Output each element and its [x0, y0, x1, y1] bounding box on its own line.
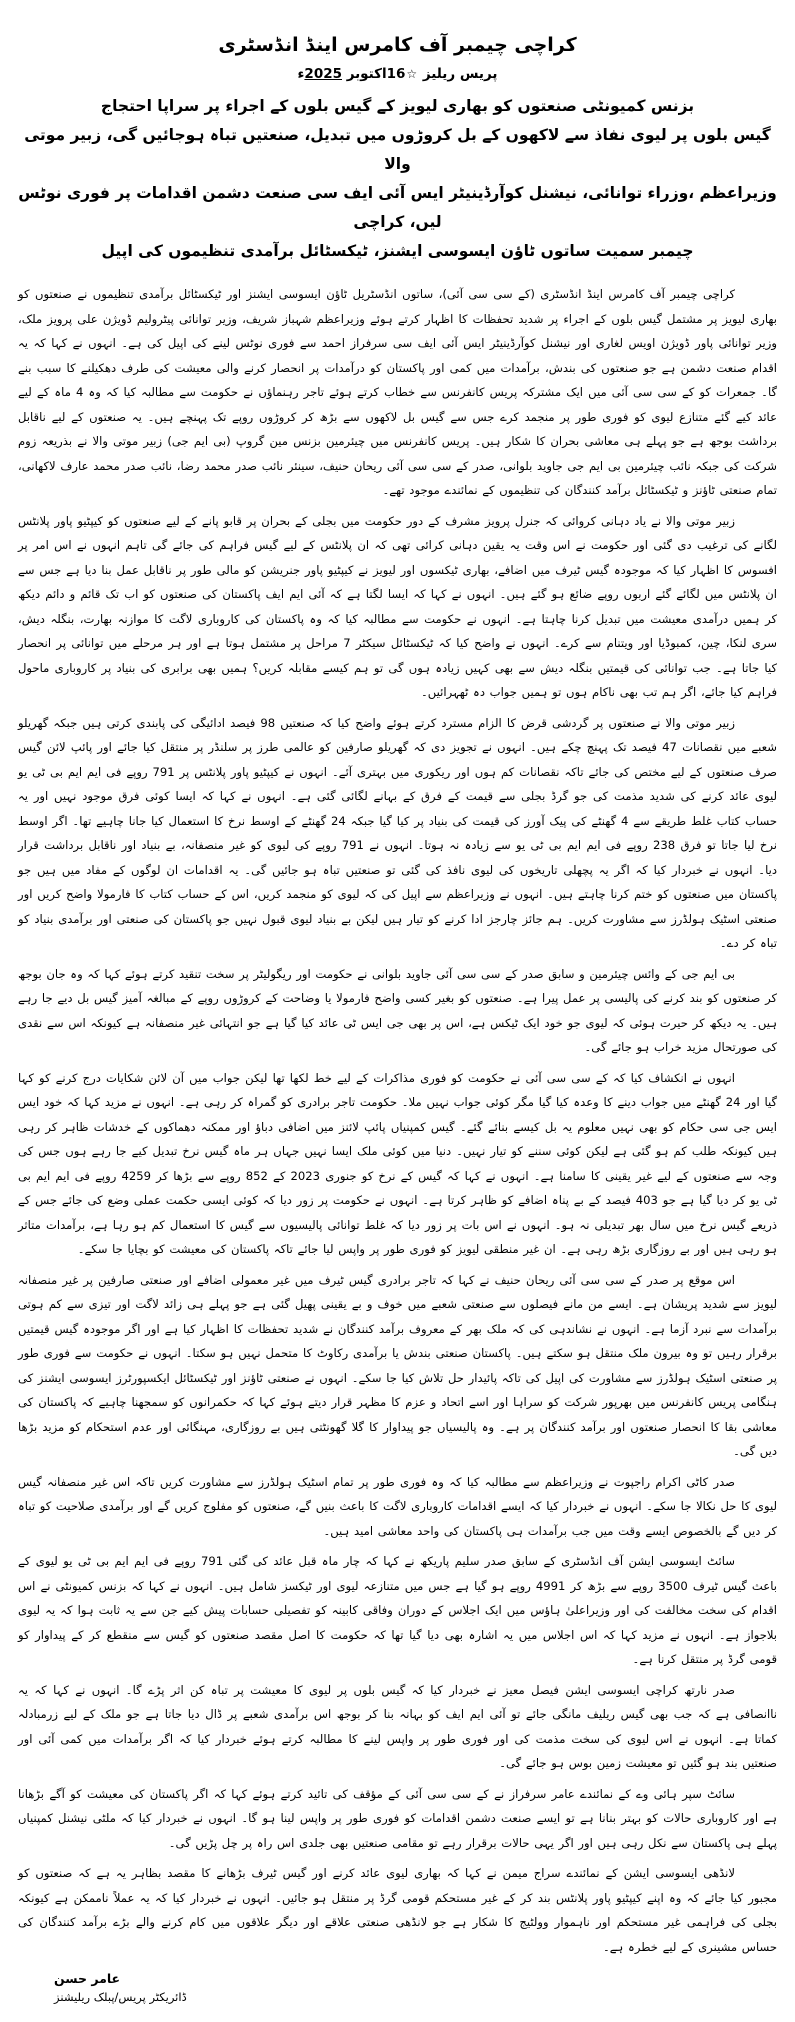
body-paragraph: زبیر موتی والا نے صنعتوں پر گردشی قرض کا الزام مسترد کرتے ہوئے واضح کیا کہ صنعتیں 98 فیصد ادائیگی کی پابندی کرتی ہیں جبکہ گھریلو شعبے میں نقصانات 47 فیصد تک پہنچ چکے ہیں۔ انہوں نے تجویز دی کہ گھریلو صارفین کو عالمی طرز پر سلنڈر پر منتقل کیا جائے اور پائپ لائن گیس صرف صنعتوں کے لیے مختص کی جائے تاکہ نقصانات کم ہوں اور ریکوری میں بہتری آئے۔ انہوں نے کیپٹیو پاور پلانٹس پر 791 روپے فی ایم ایم بی ٹی یو لیوی عائد کرنے کی شدید مذمت کی جو گرڈ بجلی سے قیمت کے فرق کے بہانے لگائی گئی ہے۔ انہوں نے کہا کہ ایسا کوئی فرق موجود نہیں اور یہ حساب کتاب غلط طریقے سے 4 گھنٹے کی پیک آورز کی قیمت کی بنیاد پر کیا گیا جبکہ 24 گھنٹے کے اوسط نرخ کا استعمال کیا جانا چاہیے تھا۔ اگر اوسط نرخ لیا جاتا تو فرق 238 روپے فی ایم ایم بی ٹی یو سے زیادہ نہ ہوتا۔ انہوں نے 791 روپے کی لیوی کو غیر منصفانہ، بے بنیاد اور ناقابل برداشت قرار دیا۔ انہوں نے خبردار کیا کہ اگر یہ پچھلی تاریخوں کی لیوی نافذ کی گئی تو صنعتیں تباہ ہو جائیں گی۔ یہ اقدامات ان لوگوں کے مفاد میں ہیں جو پاکستان میں صنعتوں کو ختم کرنا چاہتے ہیں۔ انہوں نے وزیراعظم سے اپیل کی کہ لیوی کو منجمد کریں، اس کے حساب کتاب کا فارمولا واضح کریں اور صنعتی اسٹیک ہولڈرز سے مشاورت کریں۔ ہم جائز چارجز ادا کرنے کو تیار ہیں لیکن بے بنیاد لیوی قبول نہیں جو پاکستان کی صنعتی اور برآمدی بنیاد کو تباہ کر دے۔: [18, 715, 777, 950]
release-date-line: [18, 66, 777, 82]
release-date: 16اکتوبر: [346, 66, 406, 82]
organization-title: کراچی چیمبر آف کامرس اینڈ انڈسٹری: [218, 34, 577, 56]
headline-line: بزنس کمیونٹی صنعتوں کو بھاری لیویز کے گیس بلوں کے اجراء پر سراپا احتجاج: [100, 97, 695, 115]
signatory-designation: ڈائریکٹر پریس/پبلک ریلیشنز: [54, 1990, 187, 2004]
body-paragraph: انہوں نے انکشاف کیا کہ کے سی سی آئی نے حکومت کو فوری مذاکرات کے لیے خط لکھا تھا لیکن جواب میں آن لائن شکایات درج کرنے کو کہا گیا اور 24 گھنٹے میں جواب دینے کا وعدہ کیا گیا مگر کوئی جواب نہیں ملا۔ حکومت تاجر برادری کو گمراہ کر رہی ہے۔ انہوں نے مزید کہا کہ خود ایس ایس جی سی حکام کو بھی نہیں معلوم یہ بل کیسے بنائے گئے۔ گیس کمپنیاں پائپ لائنز میں اضافی دباؤ اور ممکنہ دھماکوں کے خدشات ظاہر کر رہی ہیں کیونکہ طلب کم ہو گئی ہے لیکن کوئی سننے کو تیار نہیں۔ دنیا میں کوئی ملک ایسا نہیں جہاں ہر ماہ گیس نرخ تبدیل کیے جا رہے ہوں جس کی وجہ سے صنعتوں کے لیے غیر یقینی کا سامنا ہے۔ انہوں نے کہا کہ گیس کے نرخ کو جنوری 2023 کے 852 روپے سے بڑھا کر 4259 روپے فی ایم ایم بی ٹی یو کر دیا گیا ہے جو 403 فیصد کے بے پناہ اضافے کو ظاہر کرتا ہے۔ انہوں نے حکومت پر زور دیا کہ کوئی ایسی حکمت عملی وضع کی جائے جس کے ذریعے گیس نرخ میں سال بھر تبدیلی نہ ہو۔ انہوں نے اس بات پر زور دیا کہ غلط توانائی پالیسیوں سے گیس کا استعمال کم ہو رہا ہے، برآمدات متاثر ہو رہی ہیں اور بے روزگاری بڑھ رہی ہے۔ ان غیر منطقی لیویز کو فوری طور پر واپس لیا جائے تاکہ پاکستان کی معیشت کو بچایا جا سکے۔: [18, 1070, 778, 1256]
headline-block: [18, 92, 777, 266]
body-paragraph: سائٹ ایسوسی ایشن آف انڈسٹری کے سابق صدر سلیم پاریکھ نے کہا کہ چار ماہ قبل عائد کی گئی 791 روپے فی ایم ایم بی ٹی یو لیوی کے باعث گیس ٹیرف 3500 روپے سے بڑھ کر 4991 روپے ہو گیا ہے جس میں متنازعہ لیوی اور ٹیکسز شامل ہیں۔ انہوں نے کہا کہ بزنس کمیونٹی نے اس اقدام کی سخت مخالفت کی اور وزیراعلیٰ ہاؤس میں ایک اجلاس کے دوران وفاقی کابینہ کو تفصیلی حسابات پیش کیے جن سے یہ ثابت ہوا کہ یہ لیوی بلاجواز ہے۔ انہوں نے مزید کہا کہ اس اجلاس میں یہ اشارہ بھی دیا گیا تھا کہ حکومت کا اصل مقصد صنعتوں کو گیس سے منقطع کر کے پیداوار کو قومی گرڈ پر منتقل کرنا ہے۔: [18, 1554, 777, 1666]
article-body: [18, 282, 777, 1965]
body-paragraph: زبیر موتی والا نے یاد دہانی کروائی کہ جنرل پرویز مشرف کے دور حکومت میں بجلی کے بحران پر قابو پانے کے لیے صنعتوں کو کیپٹیو پاور پلانٹس لگانے کی ترغیب دی گئی اور حکومت نے اس وقت یہ یقین دہانی کرائی تھی کہ ان پلانٹس کے لیے گیس فراہم کی جائے گی تاہم انہوں نے اس امر پر افسوس کا اظہار کیا کہ موجودہ گیس ٹیرف میں اضافے، بھاری ٹیکسوں اور لیویز نے کیپٹیو پاور جنریشن کو مالی طور پر ناقابل عمل بنا دیا ہے جس سے ان پلانٹس میں لگائے گئے اربوں روپے ضائع ہو گئے ہیں۔ انہوں نے کہا کہ ایسا لگتا ہے کہ آئی ایم ایف پاکستان کی صنعتوں کو اب تک قائم و دائم دیکھ کر ہمیں درآمدی معیشت میں تبدیل کرنا چاہتا ہے۔ انہوں نے حکومت سے مطالبہ کیا کہ وہ پاکستان کی کاروباری لاگت کا موازنہ بھارت، بنگلہ دیش، سری لنکا، چین، کمبوڈیا اور ویتنام سے کرے۔ انہوں نے واضح کیا کہ ٹیکسٹائل سیکٹر 7 مراحل پر مشتمل ہوتا ہے اور ہر مرحلے میں توانائی پر انحصار کیا جاتا ہے۔ جب توانائی کی قیمتیں بنگلہ دیش سے بھی کہیں زیادہ ہوں گی تو ہم کیسے مقابلہ کریں؟ ہمیں بھی برابری کی بنیاد پر کاروباری ماحول فراہم کیا جائے، اگر ہم تب بھی ناکام ہوں تو ہمیں جواب دہ ٹھہرائیں۔: [18, 513, 777, 699]
body-paragraph: کراچی چیمبر آف کامرس اینڈ انڈسٹری (کے سی سی آئی)، ساتوں انڈسٹریل ٹاؤن ایسوسی ایشنز اور ٹیکسٹائل برآمدی تنظیموں نے صنعتوں کو بھاری لیویز پر مشتمل گیس بلوں کے اجراء پر شدید تحفظات کا اظہار کرتے ہوئے وزیراعظم شہباز شریف، وزیر توانائی پیٹرولیم ڈویژن علی پرویز ملک، وزیر توانائی پاور ڈویژن اویس لغاری اور نیشنل کوآرڈینیٹر ایس آئی ایف سی سرفراز احمد سے فوری نوٹس لینے کی اپیل کی ہے۔ انہوں نے کہا کہ یہ اقدام صنعت دشمن ہے جو صنعتوں کی بندش، برآمدات میں کمی اور پاکستان کو درآمدات پر انحصار کرنے والی معیشت کی طرف دھکیلنے کا سبب بنے گا۔ جمعرات کو کے سی سی آئی میں ایک مشترکہ پریس کانفرنس سے خطاب کرتے ہوئے تاجر رہنماؤں نے حکومت سے مطالبہ کیا کہ وہ 4 ماہ کے لیے عائد کیے گئے متنازع لیوی کو فوری طور پر منجمد کرے جس سے گیس بل لاکھوں سے بڑھ کر کروڑوں روپے تک پہنچے ہیں۔ یہ صنعتوں کے لیے ناقابل برداشت بوجھ ہے جو پہلے ہی معاشی بحران کا شکار ہیں۔ پریس کانفرنس میں چیئرمین بزنس مین گروپ (بی ایم جی) زبیر موتی والا نے بذریعہ زوم شرکت کی جبکہ نائب چیئرمین بی ایم جی جاوید بلوانی، صدر کے سی سی آئی ریحان حنیف، سینئر نائب صدر محمد رضا، نائب صدر محمد عارف لاکھانی، تمام صنعتی ٹاؤنز و ٹیکسٹائل برآمد کنندگان کی تنظیموں کے نمائندے موجود تھے۔: [18, 287, 777, 497]
era-mark: ء: [297, 66, 305, 82]
body-paragraph: بی ایم جی کے وائس چیئرمین و سابق صدر کے سی سی آئی جاوید بلوانی نے حکومت اور ریگولیٹر پر سخت تنقید کرتے ہوئے کہا کہ وہ جان بوجھ کر صنعتوں کو بند کرنے کی پالیسی پر عمل پیرا ہے۔ صنعتوں کو بغیر کسی واضح فارمولا یا وضاحت کے کروڑوں روپے کے مبالغہ آمیز گیس بل دیے جا رہے ہیں۔ یہ دیکھ کر حیرت ہوئی کہ لیوی جو خود ایک ٹیکس ہے، اس پر بھی جی ایس ٹی عائد کیا گیا ہے جو انتہائی غیر منصفانہ ہے کیونکہ اس سے نقدی کی صورتحال مزید خراب ہو جائے گی۔: [18, 966, 777, 1054]
headline-line: چیمبر سمیت ساتوں ٹاؤن ایسوسی ایشنز، ٹیکسٹائل برآمدی تنظیموں کی اپیل: [101, 242, 694, 260]
body-paragraph: لانڈھی ایسوسی ایشن کے نمائندے سراج میمن نے کہا کہ بھاری لیوی عائد کرنے اور گیس ٹیرف بڑھانے کا مقصد بظاہر یہ ہے کہ صنعتوں کو مجبور کیا جائے کہ وہ اپنے کیپٹیو پاور پلانٹس بند کر کے غیر مستحکم قومی گرڈ پر منتقل ہو جائیں۔ انہوں نے خبردار کیا کہ یہ عملاً ناممکن ہے کیونکہ بجلی کی فراہمی غیر مستحکم اور ناہموار وولٹیج کا شکار ہے جو لانڈھی صنعتی علاقے اور دیگر علاقوں میں کام کرنے والے بڑے برآمد کنندگان کی حساس مشینری کے لیے خطرہ ہے۔: [18, 1866, 777, 1954]
signatory-name: عامر حسن: [54, 1971, 121, 1986]
star-icon: ☆: [406, 67, 418, 81]
body-paragraph: صدر کاٹی اکرام راجپوت نے وزیراعظم سے مطالبہ کیا کہ وہ فوری طور پر تمام اسٹیک ہولڈرز سے مشاورت کریں تاکہ اس غیر منصفانہ گیس لیوی کا حل نکالا جا سکے۔ انہوں نے خبردار کیا کہ ایسے اقدامات کاروباری لاگت کا باعث بنیں گے، صنعتوں کو مفلوج کریں گے اور برآمدی صلاحیت کو تباہ کر دیں گے بالخصوص ایسے وقت میں جب برآمدات ہی پاکستان کی واحد معاشی امید ہیں۔: [18, 1474, 777, 1538]
headline-line: وزیراعظم ،وزراء توانائی، نیشنل کوآرڈینیٹر ایس آئی ایف سی صنعت دشمن اقدامات پر فوری نوٹس لیں، کراچی: [18, 184, 777, 231]
body-paragraph: اس موقع پر صدر کے سی سی آئی ریحان حنیف نے کہا کہ تاجر برادری گیس ٹیرف میں غیر معمولی اضافے اور صنعتی صارفین پر غیر منصفانہ لیویز سے شدید پریشان ہے۔ ایسے من مانے فیصلوں سے صنعتی شعبے میں خوف و بے یقینی پھیل گئی ہے جو پہلے ہی زائد لاگت اور تیزی سے کم ہوتی برآمدات سے نبرد آزما ہے۔ انہوں نے نشاندہی کی کہ ملک بھر کے معروف برآمد کنندگان نے شدید تحفظات کا اظہار کیا ہے اور اگر موجودہ گیس قیمتیں برقرار رہیں تو وہ بیرون ملک منتقل ہو سکتے ہیں۔ پاکستان صنعتی بندش یا برآمدی رکاوٹ کا متحمل نہیں ہو سکتا۔ انہوں نے حکومت سے فوری طور پر صنعتی اسٹیک ہولڈرز سے مشاورت کی اپیل کی تاکہ پائیدار حل تلاش کیا جا سکے۔ انہوں نے صنعتی ٹاؤنز اور ٹیکسٹائل ایکسپورٹرز ایسوسی ایشنز کی ہنگامی پریس کانفرنس میں بھرپور شرکت کو سراہا اور اسے اتحاد و عزم کا مظہر قرار دیتے ہوئے کہا کہ حکمرانوں کو سمجھنا چاہیے کہ پاکستان کی معاشی بقا کا انحصار صنعتوں اور برآمد کنندگان پر ہے۔ وہ پالیسیاں جو پیداوار کا گلا گھونٹتی ہیں بے روزگاری، مہنگائی اور عدم استحکام کو مزید بڑھا دیں گی۔: [18, 1272, 777, 1458]
signature-block: [18, 1965, 777, 2022]
release-label: پریس ریلیز: [422, 66, 498, 82]
headline-line: گیس بلوں پر لیوی نفاذ سے لاکھوں کے بل کروڑوں میں تبدیل، صنعتیں تباہ ہوجائیں گی، زبیر موتی والا: [24, 126, 771, 173]
body-paragraph: سائٹ سپر ہائی وے کے نمائندے عامر سرفراز نے کے سی سی آئی کے مؤقف کی تائید کرتے ہوئے کہا کہ اگر پاکستان کی معیشت کو آگے بڑھانا ہے اور کاروباری حالات کو بہتر بنانا ہے تو ایسے صنعت دشمن اقدامات کو فوری طور پر واپس لینا ہو گا۔ انہوں نے خبردار کیا کہ ملٹی نیشنل کمپنیاں پہلے ہی پاکستان سے نکل رہی ہیں اور اگر یہی حالات برقرار رہے تو مقامی صنعتیں بھی جلدی اس راہ پر چل پڑیں گی۔: [18, 1786, 777, 1850]
body-paragraph: صدر نارتھ کراچی ایسوسی ایشن فیصل معیز نے خبردار کیا کہ گیس بلوں پر لیوی کا معیشت پر تباہ کن اثر پڑے گا۔ انہوں نے کہا کہ یہ ناانصافی ہے کہ جب بھی گیس ریلیف مانگی جائے تو آئی ایم ایف کو بہانہ بنا کر بوجھ اس برآمدی شعبے پر ڈال دیا جاتا ہے جو ملک کے لیے زرمبادلہ کماتا ہے۔ انہوں نے اس لیوی کی سخت مذمت کی اور فوری طور پر واپس لینے کا مطالبہ کرتے ہوئے خبردار کیا کہ اگر برآمدات میں کمی آئی اور صنعتیں بند ہو گئیں تو معیشت زمین بوس ہو جائے گی۔: [18, 1682, 777, 1770]
release-year: 2025: [304, 66, 342, 82]
